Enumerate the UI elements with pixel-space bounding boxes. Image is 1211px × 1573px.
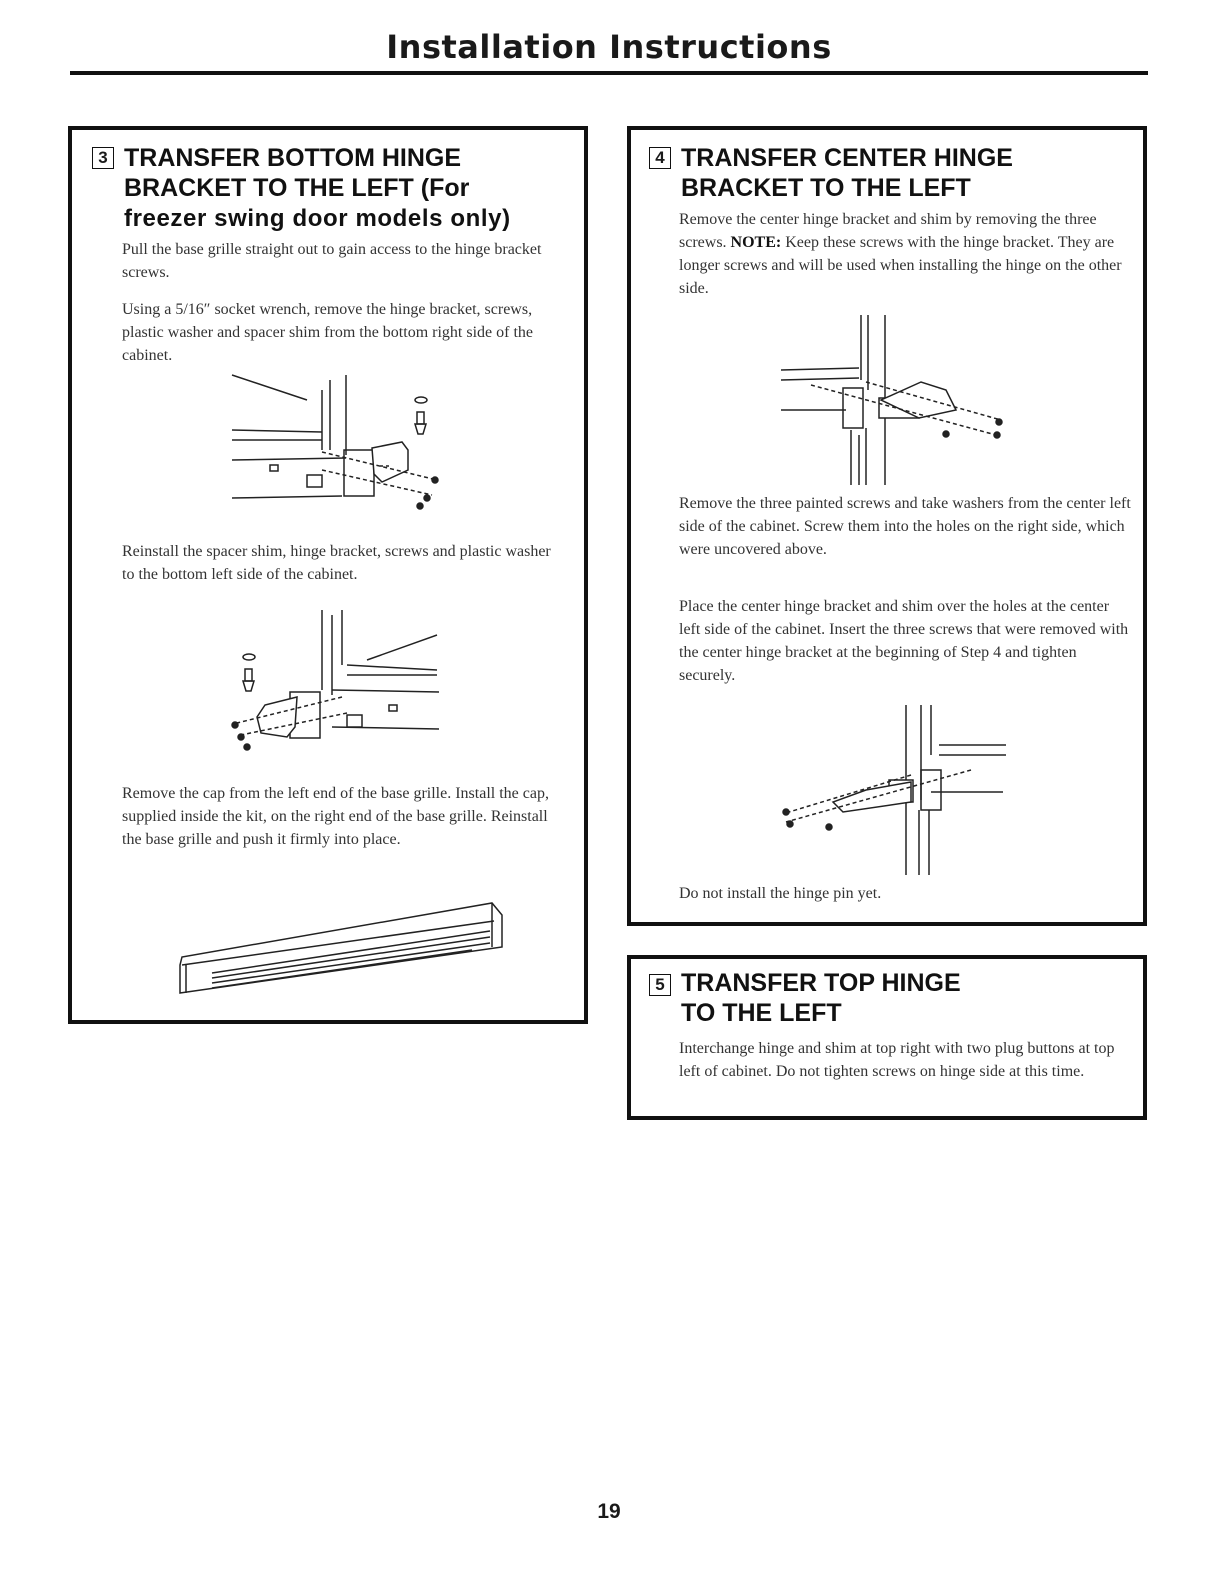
step-3-title-line-2: BRACKET TO THE LEFT (For	[124, 174, 470, 202]
bottom-hinge-install-illustration	[207, 605, 457, 775]
step-5-paragraph-1: Interchange hinge and shim at top right with two plug buttons at top left of cabinet. Do not tighten screws on hinge side at this time.	[679, 1040, 1115, 1080]
page-title: Installation Instructions	[386, 28, 832, 66]
step-4-title-line-2: BRACKET TO THE LEFT	[681, 174, 971, 202]
center-hinge-install-illustration	[771, 700, 1021, 880]
bottom-hinge-removal-illustration	[222, 370, 462, 540]
step-5-title-line-1: TRANSFER TOP HINGE	[681, 969, 961, 997]
step-4-paragraph-3: Place the center hinge bracket and shim over the holes at the center left side of the cabinet. Insert the three screws that were removed with the center hinge bracket at the beginning of Step 4 and tighten securely.	[679, 598, 1129, 684]
step-3-paragraph-3: Reinstall the spacer shim, hinge bracket, screws and plastic washer to the bottom left side of the cabinet.	[122, 543, 551, 583]
step-4-paragraph-2: Remove the three painted screws and take washers from the center left side of the cabinet. Screw them into the holes on the right side, which were uncovered above.	[679, 495, 1131, 558]
step-3-number: 3	[92, 147, 114, 169]
step-3-title-line-1: TRANSFER BOTTOM HINGE	[124, 144, 462, 172]
title-divider	[70, 71, 1148, 75]
note-label: NOTE:	[730, 234, 782, 251]
step-3-paragraph-2: Using a 5/16″ socket wrench, remove the hinge bracket, screws, plastic washer and spacer shim from the bottom right side of the cabinet.	[122, 301, 534, 364]
step-3-title-line-3: freezer swing door models only)	[124, 205, 511, 232]
step-4-paragraph-4: Do not install the hinge pin yet.	[679, 885, 882, 902]
step-4-title-line-1: TRANSFER CENTER HINGE	[681, 144, 1013, 172]
page-number: 19	[597, 1500, 621, 1523]
step-3-paragraph-1: Pull the base grille straight out to gain access to the hinge bracket screws.	[122, 241, 542, 281]
step-4-paragraph-1-text: Remove the center hinge bracket and shim by removing the three screws.	[679, 211, 1097, 251]
center-hinge-removal-illustration	[771, 310, 1021, 490]
step-4-panel	[627, 126, 1147, 926]
step-4-paragraph-1-note-text: Keep these screws with the hinge bracket. They are longer screws and will be used when installing the hinge on the other side.	[679, 234, 1122, 297]
step-5-number: 5	[649, 974, 671, 996]
step-5-panel	[627, 955, 1147, 1120]
step-5-title-line-2: TO THE LEFT	[681, 999, 842, 1027]
base-grille-illustration	[172, 895, 512, 1005]
step-4-paragraph-1	[679, 208, 1134, 300]
step-4-number: 4	[649, 147, 671, 169]
step-3-panel	[68, 126, 588, 1024]
step-3-paragraph-4: Remove the cap from the left end of the base grille. Install the cap, supplied inside the kit, on the right end of the base grille. Reinstall the base grille and push it firmly into place.	[122, 785, 549, 848]
